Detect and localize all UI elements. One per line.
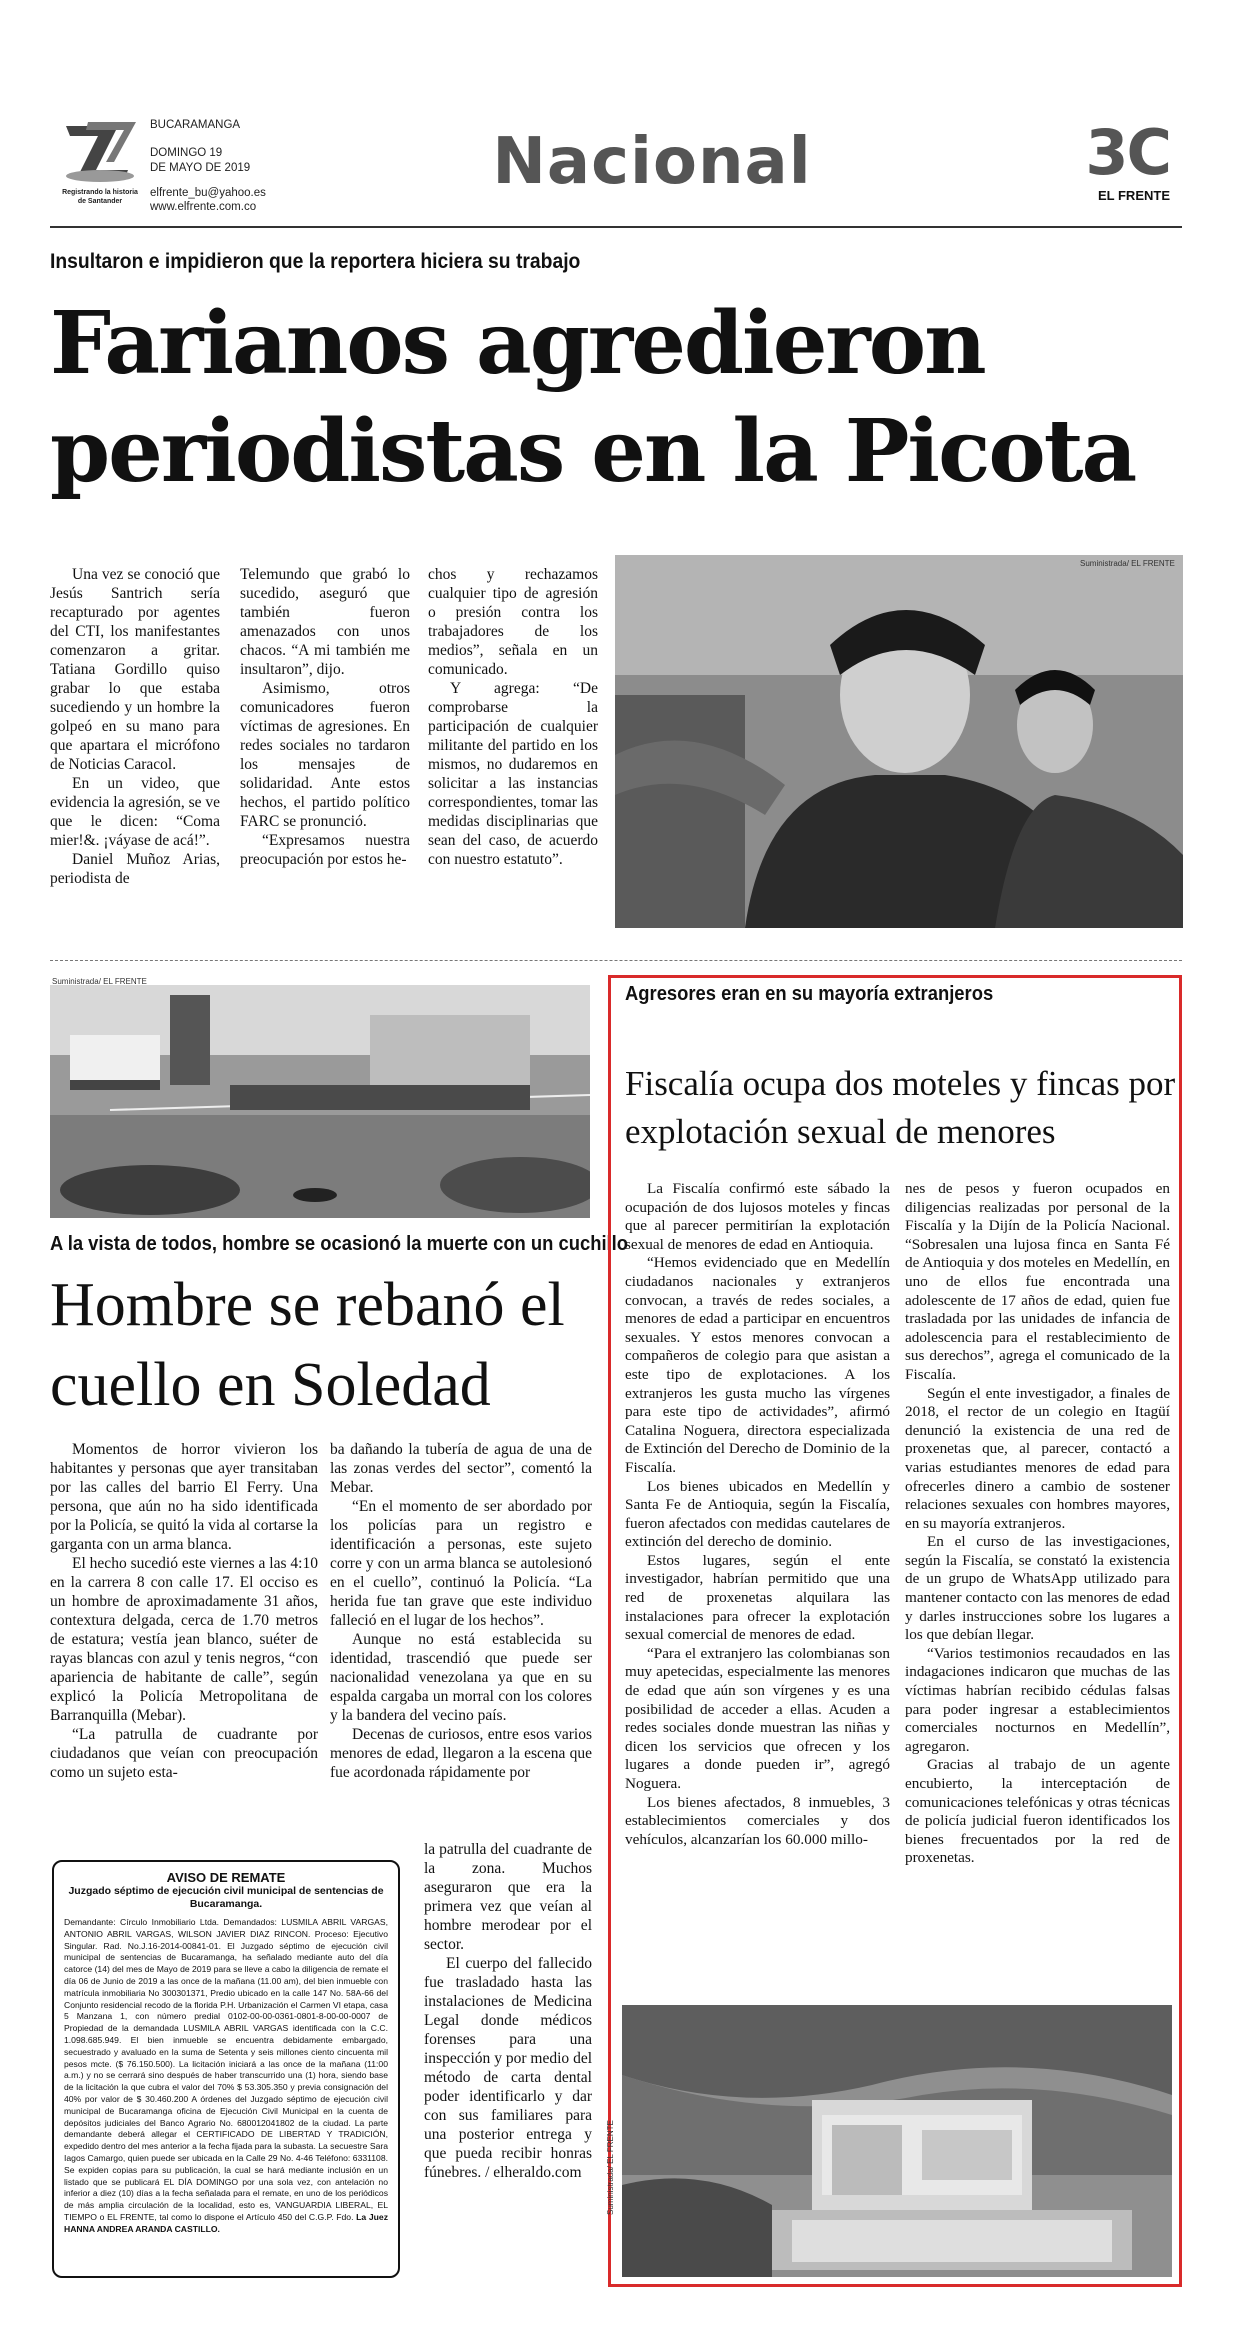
paragraph: El hecho sucedió este viernes a las 4:10 en la carrera 8 con calle 17. El occiso es un hombre de aproximadamente 31 años, contextura delgada, cerca de 1.70 metros de estatura; vestía jean blanco, suéter de rayas blancas con azul y tenis negros, “con apariencia de habitante de calle”, según explicó la Policía Metropolitana de Barranquilla (Mebar). (50, 1555, 318, 1724)
header-website[interactable]: www.elfrente.com.co (150, 201, 257, 213)
paragraph: Una vez se conoció que Jesús Santrich sería recapturado por agentes del CTI, los manifestantes comenzaron a gritar. Tatiana Gordillo quiso grabar lo que estaba sucediendo y un hombre la golpeó en su mano para que apartara el micrófono de Noticias Caracol. (50, 566, 220, 773)
paragraph: En un video, que evidencia la agresión, se ve que le dicen: “Coma mier!&. ¡váyase de acá!”. (50, 775, 220, 849)
header-city: BUCARAMANGA (150, 119, 241, 131)
story1-column-1 (50, 565, 220, 888)
header-date: DE MAYO DE 2019 (150, 162, 251, 174)
story2-photo (50, 985, 590, 1218)
story3-kicker: Agresores eran en su mayoría extranjeros (625, 983, 994, 1005)
story1-column-3 (428, 565, 598, 869)
story3-photo (622, 2005, 1172, 2277)
paragraph: “La patrulla de cuadrante por ciudadanos que veían con preocupación como un sujeto esta- (50, 1726, 318, 1781)
section-divider (50, 960, 1182, 961)
header-day: DOMINGO 19 (150, 147, 223, 159)
svg-text:Registrando la historia: Registrando la historia (62, 189, 138, 196)
story3-headline: Fiscalía ocupa dos moteles y fincas por explotación sexual de menores (625, 1064, 1176, 1151)
paragraph: Y agrega: “De comprobarse la participación de cualquier militante del partido en los mismos, no dudaremos en solicitar a las instancias correspondientes, tomar las medidas disciplinarias que sean del caso, de acuerdo con nuestro estatuto”. (428, 680, 599, 868)
auction-signature: La Juez HANNA ANDREA ARANDA CASTILLO. (64, 2211, 388, 2234)
auction-body (64, 1917, 388, 2236)
story2-kicker: A la vista de todos, hombre se ocasionó la muerte con un cuchillo (50, 1233, 629, 1255)
paragraph: Los bienes afectados, 8 inmuebles, 3 establecimientos comerciales y dos vehículos, alcanzarían los 60.000 millo- (625, 1793, 890, 1848)
paragraph: Aunque no está establecida su identidad, trascendió que puede ser nacionalidad venezolana ya que en su espalda cargaba un morral con los colores y la bandera del vecino país. (330, 1631, 592, 1724)
story2-photo-credit: Suministrada/ EL FRENTE (52, 977, 147, 986)
story1-column-2 (240, 565, 410, 869)
story3-photo-credit: Suministrada/ EL FRENTE (606, 2120, 615, 2215)
paragraph: Estos lugares, según el ente investigador, habrían permitido que una red de proxenetas alquilara las instalaciones para ofrecer la explotación sexual comercial de menores de edad. (625, 1551, 890, 1644)
paragraph: “Varios testimonios recaudados en las indagaciones indicaron que muchas de las víctimas habrían recibido cédulas falsas para poder ingresar a establecimientos comerciales nocturnos en Medellín”, agregaron. (905, 1644, 1170, 1755)
story1-kicker: Insultaron e impidieron que la reportera hiciera su trabajo (50, 250, 581, 273)
paragraph: En el curso de las investigaciones, según la Fiscalía, se constató la existencia de un grupo de WhatsApp utilizado para mantener contacto con las menores de edad y darles instrucciones sobre los lugares a los que debían llegar. (905, 1533, 1170, 1644)
paragraph: “Hemos evidenciado que en Medellín ciudadanos nacionales y extranjeros convocan, a través de redes sociales, a menores de edad a participar en encuentros sexuales. Y estos menores convocan a compañeros de colegio para que asistan a este tipo de explotaciones. A los extranjeros les gusta mucho las vírgenes para este tipo de actividades”, afirmó Catalina Noguera, directora especializada de Extinción del Derecho de Dominio de la Fiscalía. (625, 1254, 890, 1476)
paragraph: Los bienes ubicados en Medellín y Santa Fe de Antioquia, según la Fiscalía, fueron afectados con medidas cautelares de extinción del derecho de dominio. (625, 1477, 890, 1551)
svg-text:de Santander: de Santander (77, 198, 123, 205)
story3-column-2 (905, 1180, 1170, 1868)
paragraph: “Para el extranjero las colombianas son muy apetecidas, especialmente las menores de edad que aún son vírgenes y es una posibilidad de acceder a ellas. Acuden a redes sociales donde muestran las niñas y dicen los servicios que ofrecen y los lugares a donde pueden ir”, agregó Noguera. (625, 1644, 890, 1792)
paragraph: La Fiscalía confirmó este sábado la ocupación de dos lujosos moteles y fincas que al parecer permitirían la explotación sexual de menores de edad en Antioquia. (625, 1180, 890, 1253)
story2-column-1 (50, 1440, 318, 1782)
paragraph: “En el momento de ser abordado por los policías para un registro e identificación a personas, este sujeto corre y con un arma blanca se autolesionó en el cuello”, continuó la Policía. “La herida fue tan grave que este individuo falleció en el lugar de los hechos”. (330, 1498, 592, 1629)
paragraph: Gracias al trabajo de un agente encubierto, la interceptación de comunicaciones telefónicas y otras técnicas de policía judicial fueron identificados los bienes frecuentados por la red de proxenetas. (905, 1756, 1170, 1867)
story1-photo (615, 555, 1183, 928)
paragraph: “Expresamos nuestra preocupación por estos he- (240, 832, 410, 868)
section-title: Nacional (492, 125, 812, 199)
paragraph: la patrulla del cuadrante de la zona. Muchos aseguraron que era la primera vez que veían al hombre merodear por el sector. (424, 1841, 592, 1953)
paragraph: Telemundo que grabó lo sucedido, aseguró que también fueron amenazados con unos chacos. “A mi también me insultaron”, dijo. (240, 566, 410, 678)
auction-text: Demandante: Círculo Inmobiliario Ltda. Demandados: LUSMILA ABRIL VARGAS, ANTONIO ABRIL VARGAS, WILSON JAVIER DIAZ RINCON. Proceso: Ejecutivo Singular. Rad. No.J.16-2014-00841-01. El Juzgado séptimo de ejecución civil municipal de sentencias de Bucaramanga, ha señalado mediante auto del día catorce (14) del mes de Mayo de 2019 para se lleve a cabo la diligencia de remate el día 06 de Junio de 2019 a las once de la mañana (11.00 am), del bien inmueble con matrícula inmobiliaria No 300301371, Predio ubicado en la calle 147 No. 58A-66 del Conjunto residencial recodo de la florida P.H. Urbanización el Carmen VI etapa, casa 5 Manzana 1, con número predial 0102-00-00-0361-0801-8-00-00-0007 de Propiedad de la demandada LUSMILA ABRIL VARGAS identificada con la C.C. 1.098.685.949. El bien inmueble se encuentra debidamente embargado, secuestrado y avaluado en la suma de Setenta y seis millones ciento cincuenta mil pesos mcte. ($ 76.150.500). La licitación iniciará a las once de la mañana (11:00 a.m.) y no se cerrará sino después de haber transcurrido una (1) hora, siendo base de la licitación la que cubra el valor del 70% $ 53.305.350 y previa consignación del 40% por valor de $ 30.460.200 A órdenes del Juzgado séptimo de ejecución civil municipal de Bucaramanga oficina de Ejecución Civil Municipal en la cuenta de depósitos judiciales del Banco Agrario No. 680012041802 de la ciudad. La parte demandante deberá allegar el CERTIFICADO DE LIBERTAD Y TRADICIÓN, expedido dentro del mes anterior a la fecha fijada para la subasta. La secuestre Sara Iagos Camargo, quien puede ser ubicada en la Calle 29 No. 4-46 Teléfono: 6331108. Se expiden copias para su publicación, la cual se hará mediante inclusión en un listado que se publicará EL DÍA DOMINGO por una sola vez, con antelación no inferior a diez (10) días a la fecha señalada para el remate, en uno de los periódicos de más amplia circulación de la localidad, esto es, VANGUARDIA LIBERAL, EL TIEMPO o EL FRENTE, tal como lo dispone el Artículo 450 del C.G.P. Fdo. (64, 1917, 388, 2222)
paragraph: Decenas de curiosos, entre esos varios menores de edad, llegaron a la escena que fue acordonada rápidamente por (330, 1726, 592, 1781)
story1-photo-credit: Suministrada/ EL FRENTE (1080, 559, 1175, 568)
paragraph: nes de pesos y fueron ocupados en diligencias realizadas por personal de la Fiscalía y la Dijín de la Policía Nacional. “Sobresalen una lujosa finca en Santa Fé de Antioquia y dos moteles en Medellín, en uno de ellos fue encontrada una adolescente de 17 años de edad, quien fue trasladada por las unidades de infancia de adolescencia para el restablecimiento de sus derechos”, agrega el comunicado de la Fiscalía. (905, 1180, 1170, 1383)
paragraph: El cuerpo del fallecido fue trasladado hasta las instalaciones de Medicina Legal donde médicos forenses para una inspección y por medio del método de carta dental poder identificarlo y dar con sus familiares para una posterior entrega y que pueda recibir honras fúnebres. / elheraldo.com (424, 1955, 592, 2181)
story1-headline: Farianos agredieron periodistas en la Picota (50, 293, 1136, 502)
page-number: 3C (1085, 116, 1170, 189)
auction-subtitle: Juzgado séptimo de ejecución civil municipal de sentencias de Bucaramanga. (68, 1885, 384, 1910)
paragraph: Según el ente investigador, a finales de 2018, el rector de un colegio en Itagüí denunció la existencia de una red de proxenetas que, al parecer, contactó a varias estudiantes menores de edad para ofrecerles dinero a cambio de sostener relaciones sexuales con hombres mayores, en su mayoría extranjeros. (905, 1384, 1170, 1532)
auction-title: AVISO DE REMATE (166, 1870, 286, 1885)
header-email[interactable]: elfrente_bu@yahoo.es (150, 187, 266, 199)
paragraph: chos y rechazamos cualquier tipo de agresión o presión contra los trabajadores de los medios”, señala en un comunicado. (428, 566, 598, 678)
paragraph: ba dañando la tubería de agua de una de las zonas verdes del sector”, comentó la Mebar. (330, 1441, 592, 1496)
paragraph: Daniel Muñoz Arias, periodista de (50, 851, 220, 887)
paragraph: Asimismo, otros comunicadores fueron víctimas de agresiones. En redes sociales no tardaron los mensajes de solidaridad. Ante estos hechos, el partido político FARC se pronunció. (240, 680, 410, 830)
story3-column-1 (625, 1180, 890, 1849)
story2-headline: Hombre se rebanó el cuello en Soledad (50, 1271, 565, 1419)
auction-notice (52, 1860, 400, 2278)
story2-column-3 (424, 1840, 592, 2182)
page-brand: EL FRENTE (1098, 188, 1170, 203)
newspaper-logo (58, 118, 143, 210)
paragraph: Momentos de horror vivieron los habitantes y personas que ayer transitaban por las calles del barrio El Ferry. Una persona, que aún no ha sido identificada por la Policía, se quitó la vida al cortarse la garganta con un arma blanca. (50, 1441, 318, 1553)
story2-column-2 (330, 1440, 592, 1782)
header-rule (50, 226, 1182, 228)
